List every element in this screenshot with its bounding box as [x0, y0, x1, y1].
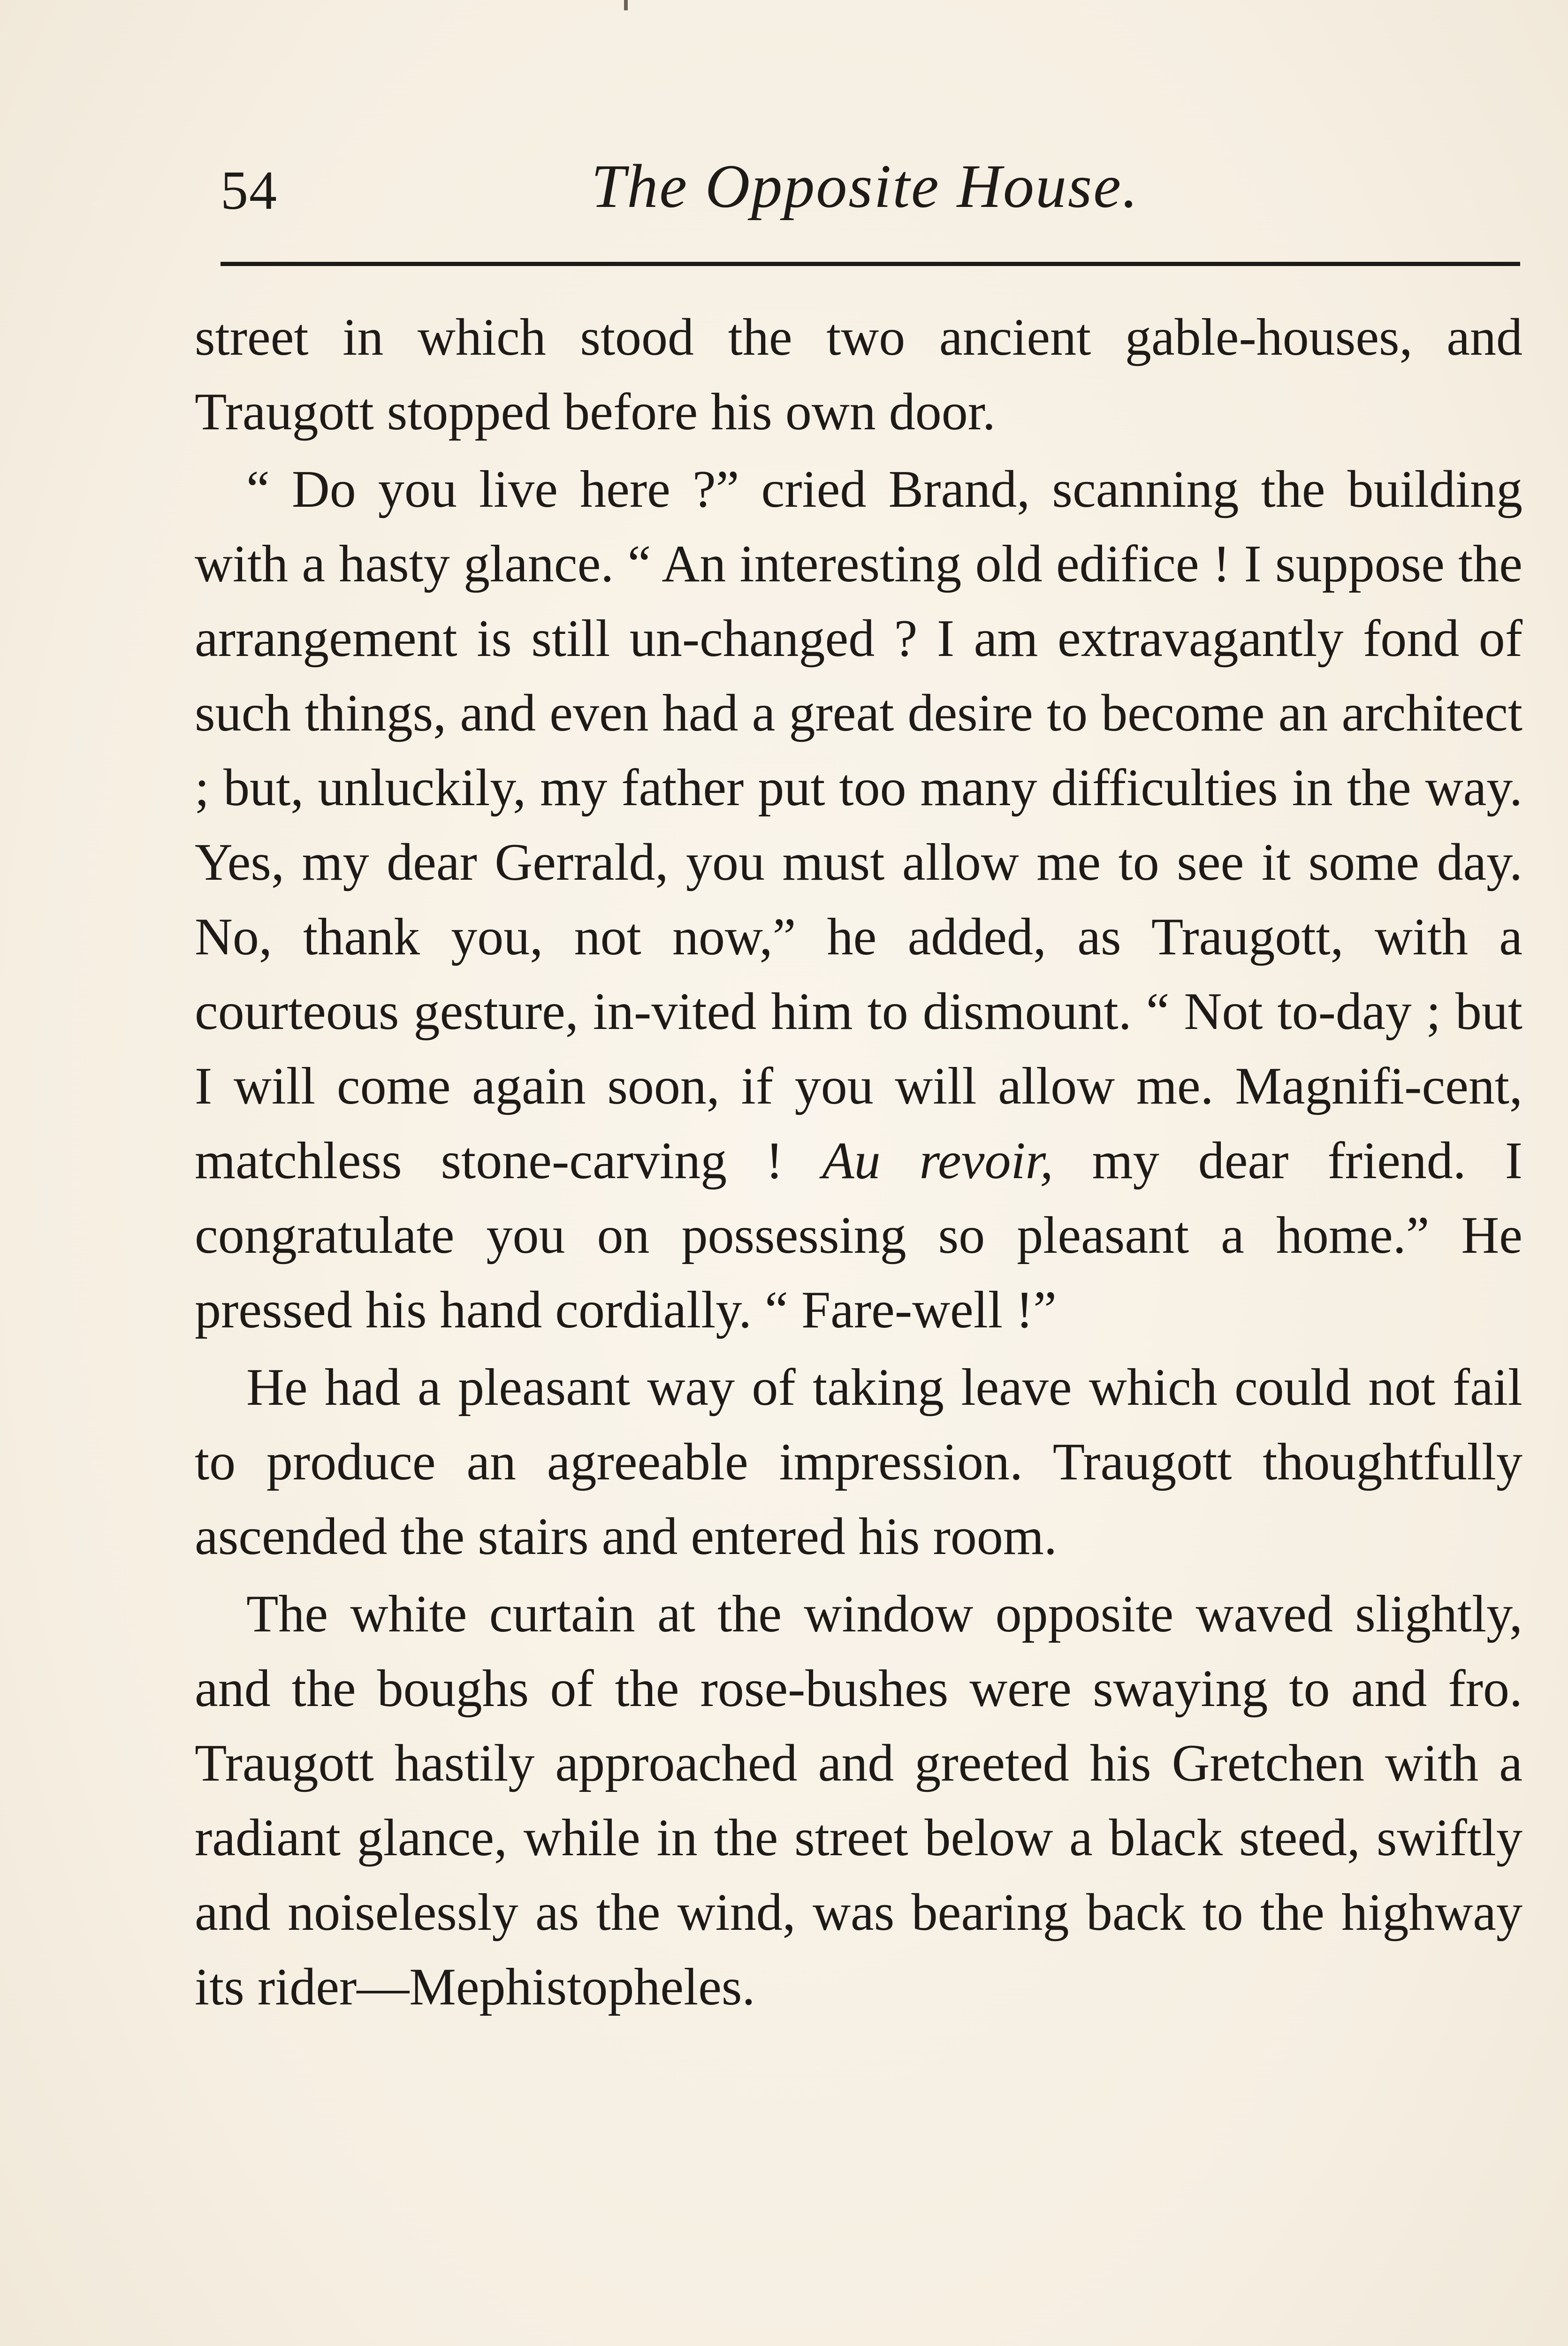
- body-text: [195, 300, 1522, 2346]
- paragraph-3: He had a pleasant way of taking leave which could not fail to produce an agreeable impression. Traugott thoughtfully ascended the stairs and entered his room.: [195, 1358, 1522, 1566]
- paragraph-4: The white curtain at the window opposite waved slightly, and the boughs of the rose-bushes were swaying to and fro. Traugott hastily approached and greeted his Gretchen with a radiant glance, while in the street below a black steed, swiftly and noiselessly as the wind, was bearing back to the highway its rider—Mephistopheles.: [195, 1585, 1522, 2016]
- running-title: The Opposite House.: [591, 152, 1139, 221]
- page-number: 54: [221, 160, 278, 221]
- italic-phrase: Au revoir,: [822, 1132, 1053, 1190]
- binding-mark: [624, 0, 628, 10]
- paragraph-2-tail: my dear friend. I congratulate you on possessing so pleasant a home.” He pressed his hand cordially. “ Fare-well !”: [195, 1132, 1522, 1339]
- header-rule: [221, 262, 1520, 266]
- page-header: [216, 150, 1520, 225]
- paragraph-1: street in which stood the two ancient gable-houses, and Traugott stopped before his own door.: [195, 308, 1522, 441]
- paragraph-2-text: “ Do you live here ?” cried Brand, scanning the building with a hasty glance. “ An interesting old edifice ! I suppose the arrangement is still un-changed ? I am extravagantly fond of such things, and even had a great desire to become an architect ; but, unluckily, my father put too many difficulties in the way. Yes, my dear Gerrald, you must allow me to see it some day. No, thank you, not now,” he added, as Traugott, with a courteous gesture, in-vited him to dismount. “ Not to-day ; but I will come again soon, if you will allow me. Magnifi-cent, matchless stone-carving !: [195, 460, 1522, 1190]
- paragraph-2: [195, 452, 1522, 1348]
